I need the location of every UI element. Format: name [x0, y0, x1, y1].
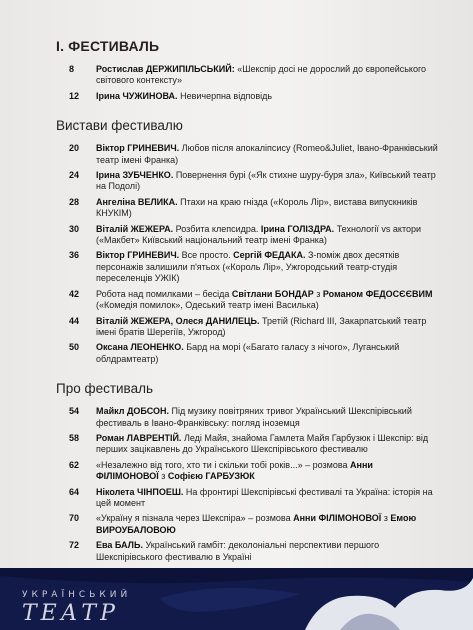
entry-author: Анни ФІЛІМОНОВОЇ — [96, 459, 373, 482]
toc-entry — [56, 289, 438, 312]
entry-author: Ірина ЗУБЧЕНКО. — [96, 170, 174, 181]
page-number: 30 — [69, 223, 80, 234]
page-number: 64 — [69, 486, 80, 497]
entry-text — [96, 143, 438, 166]
entry-title: Все просто. — [179, 250, 234, 261]
entry-title: Технології vs актори («Макбет» Київський національний театр імені Франка) — [96, 223, 422, 246]
entry-title: Повернення бурі («Як стихне шуру-буря зла», Київський театр на Подолі) — [96, 170, 436, 192]
toc-entry — [56, 143, 438, 166]
entry-author: Майкл ДОБСОН. — [96, 406, 170, 417]
entry-text — [96, 406, 438, 429]
entry-title: («Комедія помилок», Одеський театр імені Василька) — [96, 300, 319, 311]
logo-subtitle: УКРАЇНСЬКИЙ — [22, 590, 132, 600]
page-number: 36 — [69, 250, 80, 261]
entry-title: Розбита клепсидра. — [173, 223, 261, 234]
entry-author: Ірина ГОЛІЗДРА. — [260, 223, 335, 234]
toc-entry — [56, 342, 438, 365]
entry-author: Емою ВИРОУБАЛОВОЮ — [96, 513, 417, 535]
entry-title: «Шекспір досі не дорослий до європейського світового контексту» — [96, 64, 427, 86]
contents-column — [56, 38, 438, 567]
entry-author: Ростислав ДЕРЖИПІЛЬСЬКИЙ: — [96, 64, 235, 74]
entry-title: На фронтирі Шекспірівські фестивалі та Україна: історія на цей момент — [96, 486, 433, 508]
entry-author: Роман ЛАВРЕНТІЙ. — [96, 432, 182, 443]
entry-title: Любов після апокаліпсису (Romeo&Juliet, Івано-Франківський театр імені Франка) — [96, 143, 438, 165]
section-performances-list — [56, 143, 438, 365]
page-number: 72 — [69, 540, 80, 551]
entry-text — [96, 170, 438, 193]
magazine-banner — [0, 568, 473, 630]
entry-text — [96, 316, 438, 339]
page-number: 24 — [69, 170, 80, 181]
page-number: 58 — [69, 432, 80, 443]
toc-entry — [56, 513, 438, 536]
entry-title: З-поміж двох десятків персонажів залишили п'ятьох («Король Лір», Ужгородський театр-студія переселенців УЖІК) — [96, 250, 400, 284]
entry-text — [96, 487, 438, 510]
toc-entry — [56, 433, 438, 456]
toc-entry — [56, 406, 438, 429]
entry-text — [96, 460, 438, 483]
entry-title: Птахи на краю гнізда («Король Лір», вистава випускників КНУКІМ) — [96, 196, 418, 219]
entry-title: Леді Майя, знайома Гамлета Майя Гарбузюк і Шекспір: від перших зацікавлень до Українського Шекспірівського фестивалю — [96, 432, 429, 455]
page-number: 62 — [69, 459, 80, 470]
entry-text — [96, 224, 438, 247]
entry-text — [96, 64, 438, 87]
entry-title: «Україну я пізнала через Шекспіра» – розмова — [96, 513, 294, 524]
page-number: 70 — [69, 513, 80, 524]
entry-title: Третій (Richard III, Закарпатський театр імені братів Шерегіїв, Ужгород) — [96, 315, 427, 337]
entry-title: з — [313, 288, 323, 299]
entry-title: «Незалежно від того, хто ти і скільки тобі років...» – розмова — [96, 459, 351, 470]
section-title-performances: Вистави фестивалю — [56, 118, 183, 134]
page-number: 44 — [69, 315, 80, 326]
toc-entry — [56, 460, 438, 483]
entry-title: Український гамбіт: деколоніальні перспективи першого Шекспірівського фестивалю в Україні — [96, 540, 380, 562]
entry-author: Ангеліна ВЕЛИКА. — [96, 196, 178, 207]
page-number: 12 — [69, 90, 80, 101]
entry-text — [96, 289, 438, 312]
toc-entry — [56, 197, 438, 220]
entry-text — [96, 513, 438, 536]
entry-author: Світлани БОНДАР — [231, 288, 314, 299]
section-about-list — [56, 406, 438, 563]
entry-author: Оксана ЛЕОНЕНКО. — [96, 342, 184, 353]
page-number: 42 — [69, 288, 80, 299]
section-title-festival: І. ФЕСТИВАЛЬ — [56, 38, 160, 54]
page-number: 54 — [69, 406, 80, 417]
entry-text — [96, 342, 438, 365]
entry-author: Софією ГАРБУЗЮК — [167, 471, 255, 482]
entry-title: Невичерпна відповідь — [177, 90, 273, 101]
logo-title: ТЕАТР — [22, 601, 119, 626]
page-number: 8 — [69, 64, 75, 74]
section-festival-list — [56, 64, 438, 102]
entry-author: Ніколета ЧІНПОЕШ. — [96, 486, 184, 497]
toc-entry — [56, 250, 438, 284]
toc-entry — [56, 316, 438, 339]
entry-author: Ірина ЧУЖИНОВА. — [96, 90, 178, 101]
section-title-about: Про фестиваль — [56, 381, 153, 397]
entry-author: Романом ФЕДОСЄЄВИМ — [322, 288, 433, 299]
entry-text — [96, 540, 438, 563]
toc-entry — [56, 64, 438, 87]
toc-entry — [56, 170, 438, 193]
page-number: 20 — [69, 143, 80, 154]
entry-text — [96, 433, 438, 456]
entry-author: Віталій ЖЕЖЕРА. — [96, 223, 174, 234]
toc-entry — [56, 224, 438, 247]
entry-title: Робота над помилками – бесіда — [96, 288, 232, 299]
entry-author: Сергій ФЕДАКА. — [233, 250, 306, 261]
entry-text — [96, 197, 438, 220]
entry-author: Анни ФІЛІМОНОВОЇ — [293, 513, 382, 524]
entry-text — [96, 250, 438, 284]
entry-author: Віталій ЖЕЖЕРА, Олеся ДАНИЛЕЦЬ. — [96, 315, 260, 326]
toc-entry — [56, 487, 438, 510]
entry-author: Віктор ГРИНЕВИЧ. — [96, 143, 180, 154]
page-number: 28 — [69, 196, 80, 207]
entry-title: з — [158, 471, 168, 482]
entry-author: Ева БАЛЬ. — [96, 540, 143, 551]
entry-title: Бард на морі («Багато галасу з нічого», Луганський облдрамтеатр) — [96, 342, 400, 364]
toc-entry — [56, 91, 438, 102]
entry-title: Під музику повітряних тривог Український Шекспірівський фестиваль в Івано-Франківську: погляд іноземця — [96, 406, 412, 428]
entry-author: Віктор ГРИНЕВИЧ. — [96, 250, 180, 261]
toc-entry — [56, 540, 438, 563]
entry-title: з — [381, 513, 391, 524]
page-number: 50 — [69, 342, 80, 353]
entry-text — [96, 91, 438, 102]
